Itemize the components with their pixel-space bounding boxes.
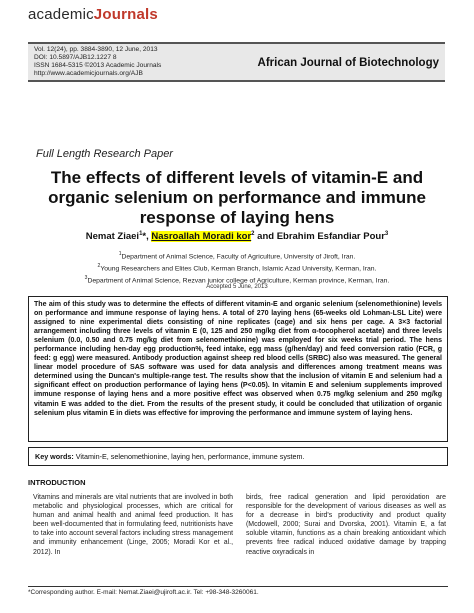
author-3-name: Ebrahim Esfandiar Pour [276,231,385,243]
affiliation-1-num: 1 [118,251,122,257]
intro-right-column: birds, free radical generation and lipid peroxidation are responsible for the development of various diseases as well as for a decrease in bird's productivity and product quality (Mcdowell, 2000; Surai and Dvorska, 2001). Vitamin E, a fat soluble vitamin, functions as a chain breaking antioxidant which prevents free radical induced oxidative damage by trapping reactive oxyradicals in [246,494,446,556]
abstract-box: The aim of this study was to determine the effects of different vitamin-E and organic selenium (selenomethionine) levels on performance and immune response of laying hens. A total of 270 laying hens (65-weeks old Lohman-LSL Lite) were assigned to nine experimental diets consisting of nine replicates (cage) and six hens per cage. A 3×3 factorial arrangement including three levels of vitamin E (0, 125 and 250 mg/kg diet from α-tocopherol acetate) and three levels selenium (0.0, 0.50 and 0.75 mg/kg diet from selenomethionine) was employed for six weeks trial period. The hens performance including hen-day egg production%, feed intake, egg mass (g/hen/day) and feed conversion ratio (FCR, g feed: g egg) were measured. Antibody production against sheep red blood cells (SRBC) also was measured. The general linear model procedure of SAS software was used for data analysis and differences among treatment means was determined using the Duncan's multiple-range test. The results show that the inclusion of vitamin E and selenium had a significant effect on production performance of laying hens (P<0.05). In vitamin E and selenium supplements improved immune response of laying hens and a more positive effect was observed when 0.75 mg/kg selenium and 250 mg/kg vitamin E was added to the diet. From the results of the present study, it could be concluded that utilization of organic selenium plus vitamin E in diets was effective for improving the performance and immune system of laying hens. [28,296,448,442]
affiliations [36,250,438,285]
journal-info-box [28,42,445,82]
affiliation-2-text: Young Researchers and Elites Club, Kerman Branch, Islamic Azad University, Kerman, Iran. [100,265,377,273]
author-2-sup: 2 [251,231,255,237]
affiliation-3-text: Department of Animal Science, Rezvan junior college of Agriculture, Kerman province, Kerman, Iran. [87,276,390,284]
author-list [36,231,438,242]
volume-line: Vol. 12(24), pp. 3884-3890, 12 June, 2013 [34,46,158,53]
journal-name: African Journal of Biotechnology [257,57,439,69]
corresponding-author-note: *Corresponding author. E-mail: Nemat.Ziaei@ujiroft.ac.ir. Tel: +98-348-3260061. [28,586,448,596]
corresponding-mark: *, [142,231,152,243]
author-1-name: Nemat Ziaei [85,231,140,243]
logo-accent-text: Journals [93,6,158,23]
issn-line: ISSN 1684-5315 ©2013 Academic Journals [34,62,162,69]
journal-citation-block [34,46,161,78]
affiliation-1 [36,250,438,262]
paper-title: The effects of different levels of vitamin-E and organic selenium on performance and immune response of laying hens [48,168,426,227]
keywords-box [28,447,448,466]
journal-logo [28,6,158,23]
intro-left-column: Vitamins and minerals are vital nutrients that are involved in both metabolic and physiological processes, which are critical for human and animal health and animal feed production. It has been well-documented that in formulating feed, nutritionists have to take into account several factors including stress management and immunity enhancement (Linge, 2005; Moradi Kor et al., 2012). In [33,494,233,556]
logo-plain-text: academic [28,6,94,23]
author-conjunction: and [254,231,277,243]
keywords-label: Key words: [35,452,74,461]
paper-type: Full Length Research Paper [36,148,173,160]
author-1-sup: 1 [139,231,143,237]
accepted-date: Accepted 5 June, 2013 [206,284,268,290]
url-line[interactable]: http://www.academicjournals.org/AJB [34,70,143,77]
author-2-name[interactable]: Nasroallah Moradi kor [151,231,252,243]
affiliation-3-num: 3 [84,274,88,281]
affiliation-1-text: Department of Animal Science, Faculty of Agriculture, University of Jiroft, Iran. [121,253,356,261]
introduction-heading: INTRODUCTION [28,478,86,487]
keywords-text: Vitamin-E, selenomethionine, laying hen, performance, immune system. [73,452,305,461]
author-3-sup: 3 [384,231,389,237]
affiliation-2-num: 2 [97,262,101,269]
affiliation-2 [36,262,438,274]
doi-line: DOI: 10.5897/AJB12.1227 8 [34,54,117,61]
